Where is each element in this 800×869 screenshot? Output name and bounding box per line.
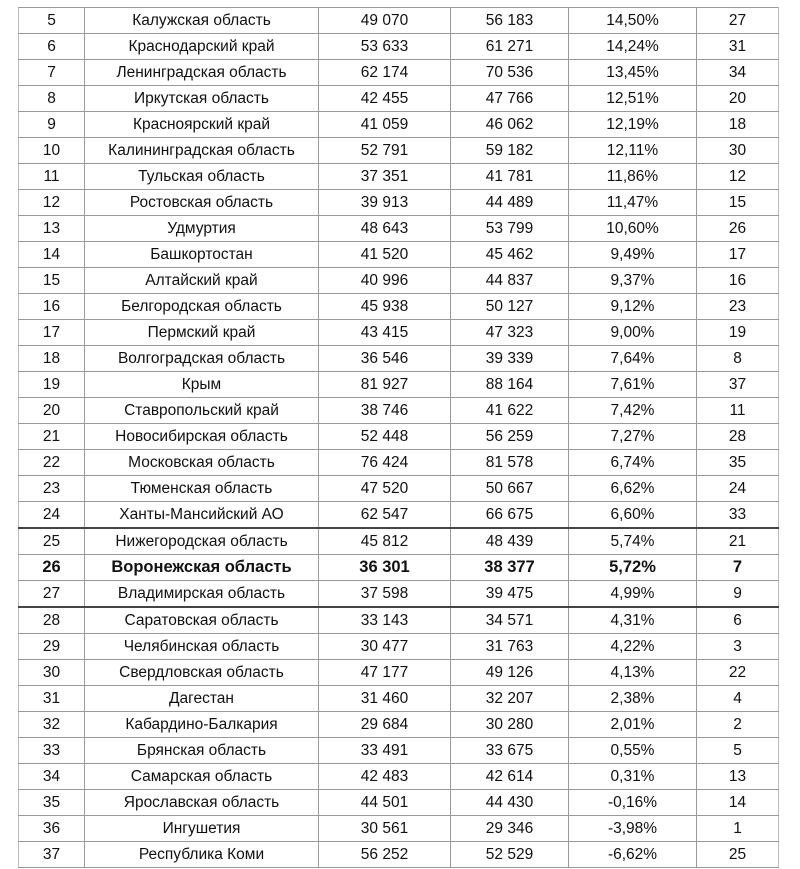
value-2020-cell: 41 622	[451, 398, 569, 424]
change-percent-cell: -6,62%	[569, 842, 697, 868]
value-2020-cell: 53 799	[451, 216, 569, 242]
value-2019-cell: 56 252	[319, 842, 451, 868]
place-cell: 28	[697, 424, 779, 450]
regions-table	[18, 7, 779, 868]
rank-cell: 36	[19, 816, 85, 842]
region-cell: Республика Коми	[85, 842, 319, 868]
rank-cell: 19	[19, 372, 85, 398]
change-percent-cell: 11,47%	[569, 190, 697, 216]
region-cell: Иркутская область	[85, 86, 319, 112]
value-2020-cell: 44 430	[451, 790, 569, 816]
rank-cell: 32	[19, 712, 85, 738]
table-row	[19, 86, 779, 112]
rank-cell: 33	[19, 738, 85, 764]
table-row	[19, 242, 779, 268]
value-2020-cell: 29 346	[451, 816, 569, 842]
region-cell: Новосибирская область	[85, 424, 319, 450]
place-cell: 11	[697, 398, 779, 424]
change-percent-cell: 14,50%	[569, 8, 697, 34]
region-cell: Ставропольский край	[85, 398, 319, 424]
value-2019-cell: 36 301	[319, 555, 451, 581]
value-2019-cell: 37 598	[319, 581, 451, 608]
value-2019-cell: 41 059	[319, 112, 451, 138]
value-2019-cell: 53 633	[319, 34, 451, 60]
region-cell: Ингушетия	[85, 816, 319, 842]
region-cell: Тюменская область	[85, 476, 319, 502]
place-cell: 2	[697, 712, 779, 738]
change-percent-cell: 4,22%	[569, 634, 697, 660]
region-cell: Калужская область	[85, 8, 319, 34]
place-cell: 3	[697, 634, 779, 660]
table-row	[19, 34, 779, 60]
rank-cell: 34	[19, 764, 85, 790]
rank-cell: 9	[19, 112, 85, 138]
place-cell: 14	[697, 790, 779, 816]
value-2019-cell: 42 455	[319, 86, 451, 112]
region-cell: Пермский край	[85, 320, 319, 346]
place-cell: 21	[697, 528, 779, 555]
region-cell: Волгоградская область	[85, 346, 319, 372]
place-cell: 23	[697, 294, 779, 320]
value-2019-cell: 42 483	[319, 764, 451, 790]
place-cell: 16	[697, 268, 779, 294]
value-2020-cell: 44 489	[451, 190, 569, 216]
value-2019-cell: 33 143	[319, 607, 451, 634]
region-cell: Ханты-Мансийский АО	[85, 502, 319, 529]
table-row	[19, 502, 779, 529]
place-cell: 26	[697, 216, 779, 242]
value-2020-cell: 32 207	[451, 686, 569, 712]
change-percent-cell: 12,51%	[569, 86, 697, 112]
value-2019-cell: 49 070	[319, 8, 451, 34]
rank-cell: 37	[19, 842, 85, 868]
value-2019-cell: 38 746	[319, 398, 451, 424]
table-row	[19, 764, 779, 790]
value-2020-cell: 56 259	[451, 424, 569, 450]
rank-cell: 10	[19, 138, 85, 164]
rank-cell: 18	[19, 346, 85, 372]
rank-cell: 27	[19, 581, 85, 608]
value-2019-cell: 81 927	[319, 372, 451, 398]
region-cell: Краснодарский край	[85, 34, 319, 60]
value-2020-cell: 34 571	[451, 607, 569, 634]
change-percent-cell: 6,62%	[569, 476, 697, 502]
rank-cell: 28	[19, 607, 85, 634]
place-cell: 17	[697, 242, 779, 268]
rank-cell: 5	[19, 8, 85, 34]
change-percent-cell: 4,99%	[569, 581, 697, 608]
value-2019-cell: 30 477	[319, 634, 451, 660]
table-container	[18, 7, 778, 868]
rank-cell: 23	[19, 476, 85, 502]
table-row	[19, 476, 779, 502]
change-percent-cell: -3,98%	[569, 816, 697, 842]
place-cell: 24	[697, 476, 779, 502]
change-percent-cell: -0,16%	[569, 790, 697, 816]
table-row	[19, 686, 779, 712]
table-row	[19, 346, 779, 372]
table-row	[19, 607, 779, 634]
change-percent-cell: 7,64%	[569, 346, 697, 372]
table-row	[19, 320, 779, 346]
rank-cell: 26	[19, 555, 85, 581]
rank-cell: 7	[19, 60, 85, 86]
value-2020-cell: 50 127	[451, 294, 569, 320]
change-percent-cell: 2,38%	[569, 686, 697, 712]
place-cell: 37	[697, 372, 779, 398]
table-row	[19, 424, 779, 450]
table-row	[19, 372, 779, 398]
value-2020-cell: 33 675	[451, 738, 569, 764]
change-percent-cell: 9,37%	[569, 268, 697, 294]
place-cell: 22	[697, 660, 779, 686]
change-percent-cell: 9,00%	[569, 320, 697, 346]
place-cell: 19	[697, 320, 779, 346]
rank-cell: 35	[19, 790, 85, 816]
value-2019-cell: 62 174	[319, 60, 451, 86]
region-cell: Воронежская область	[85, 555, 319, 581]
change-percent-cell: 9,12%	[569, 294, 697, 320]
rank-cell: 6	[19, 34, 85, 60]
table-row	[19, 816, 779, 842]
place-cell: 34	[697, 60, 779, 86]
change-percent-cell: 10,60%	[569, 216, 697, 242]
region-cell: Нижегородская область	[85, 528, 319, 555]
place-cell: 18	[697, 112, 779, 138]
value-2020-cell: 48 439	[451, 528, 569, 555]
place-cell: 6	[697, 607, 779, 634]
value-2019-cell: 36 546	[319, 346, 451, 372]
value-2020-cell: 30 280	[451, 712, 569, 738]
value-2020-cell: 31 763	[451, 634, 569, 660]
rank-cell: 20	[19, 398, 85, 424]
value-2019-cell: 45 812	[319, 528, 451, 555]
table-row	[19, 268, 779, 294]
place-cell: 7	[697, 555, 779, 581]
place-cell: 33	[697, 502, 779, 529]
value-2020-cell: 70 536	[451, 60, 569, 86]
value-2019-cell: 43 415	[319, 320, 451, 346]
value-2020-cell: 39 475	[451, 581, 569, 608]
place-cell: 8	[697, 346, 779, 372]
rank-cell: 13	[19, 216, 85, 242]
table-row	[19, 712, 779, 738]
place-cell: 35	[697, 450, 779, 476]
place-cell: 5	[697, 738, 779, 764]
region-cell: Удмуртия	[85, 216, 319, 242]
value-2019-cell: 33 491	[319, 738, 451, 764]
place-cell: 27	[697, 8, 779, 34]
change-percent-cell: 12,11%	[569, 138, 697, 164]
place-cell: 30	[697, 138, 779, 164]
value-2020-cell: 66 675	[451, 502, 569, 529]
region-cell: Кабардино-Балкария	[85, 712, 319, 738]
rank-cell: 14	[19, 242, 85, 268]
region-cell: Калининградская область	[85, 138, 319, 164]
place-cell: 25	[697, 842, 779, 868]
change-percent-cell: 5,72%	[569, 555, 697, 581]
value-2020-cell: 47 766	[451, 86, 569, 112]
table-row	[19, 112, 779, 138]
value-2019-cell: 47 520	[319, 476, 451, 502]
region-cell: Башкортостан	[85, 242, 319, 268]
region-cell: Самарская область	[85, 764, 319, 790]
value-2020-cell: 49 126	[451, 660, 569, 686]
table-row	[19, 398, 779, 424]
region-cell: Саратовская область	[85, 607, 319, 634]
place-cell: 12	[697, 164, 779, 190]
table-row	[19, 738, 779, 764]
value-2020-cell: 88 164	[451, 372, 569, 398]
table-body	[19, 8, 779, 868]
place-cell: 31	[697, 34, 779, 60]
table-row	[19, 164, 779, 190]
rank-cell: 22	[19, 450, 85, 476]
value-2020-cell: 38 377	[451, 555, 569, 581]
change-percent-cell: 14,24%	[569, 34, 697, 60]
value-2020-cell: 50 667	[451, 476, 569, 502]
value-2020-cell: 45 462	[451, 242, 569, 268]
place-cell: 1	[697, 816, 779, 842]
table-row	[19, 216, 779, 242]
rank-cell: 24	[19, 502, 85, 529]
value-2020-cell: 47 323	[451, 320, 569, 346]
value-2020-cell: 42 614	[451, 764, 569, 790]
table-row	[19, 842, 779, 868]
rank-cell: 29	[19, 634, 85, 660]
value-2020-cell: 59 182	[451, 138, 569, 164]
change-percent-cell: 4,13%	[569, 660, 697, 686]
value-2020-cell: 41 781	[451, 164, 569, 190]
rank-cell: 25	[19, 528, 85, 555]
rank-cell: 12	[19, 190, 85, 216]
table-row	[19, 634, 779, 660]
value-2019-cell: 62 547	[319, 502, 451, 529]
value-2020-cell: 61 271	[451, 34, 569, 60]
place-cell: 4	[697, 686, 779, 712]
table-row	[19, 8, 779, 34]
value-2019-cell: 76 424	[319, 450, 451, 476]
place-cell: 20	[697, 86, 779, 112]
change-percent-cell: 13,45%	[569, 60, 697, 86]
change-percent-cell: 9,49%	[569, 242, 697, 268]
change-percent-cell: 0,31%	[569, 764, 697, 790]
value-2019-cell: 48 643	[319, 216, 451, 242]
region-cell: Ленинградская область	[85, 60, 319, 86]
region-cell: Ростовская область	[85, 190, 319, 216]
change-percent-cell: 5,74%	[569, 528, 697, 555]
value-2019-cell: 52 791	[319, 138, 451, 164]
value-2019-cell: 40 996	[319, 268, 451, 294]
value-2019-cell: 44 501	[319, 790, 451, 816]
value-2020-cell: 46 062	[451, 112, 569, 138]
rank-cell: 21	[19, 424, 85, 450]
region-cell: Владимирская область	[85, 581, 319, 608]
value-2019-cell: 37 351	[319, 164, 451, 190]
value-2020-cell: 52 529	[451, 842, 569, 868]
rank-cell: 15	[19, 268, 85, 294]
rank-cell: 8	[19, 86, 85, 112]
value-2020-cell: 81 578	[451, 450, 569, 476]
place-cell: 13	[697, 764, 779, 790]
region-cell: Алтайский край	[85, 268, 319, 294]
rank-cell: 16	[19, 294, 85, 320]
value-2019-cell: 47 177	[319, 660, 451, 686]
change-percent-cell: 12,19%	[569, 112, 697, 138]
value-2019-cell: 31 460	[319, 686, 451, 712]
region-cell: Московская область	[85, 450, 319, 476]
value-2020-cell: 39 339	[451, 346, 569, 372]
table-row	[19, 138, 779, 164]
value-2019-cell: 52 448	[319, 424, 451, 450]
region-cell: Свердловская область	[85, 660, 319, 686]
region-cell: Брянская область	[85, 738, 319, 764]
value-2020-cell: 56 183	[451, 8, 569, 34]
region-cell: Дагестан	[85, 686, 319, 712]
region-cell: Ярославская область	[85, 790, 319, 816]
change-percent-cell: 7,42%	[569, 398, 697, 424]
change-percent-cell: 6,60%	[569, 502, 697, 529]
table-row	[19, 190, 779, 216]
change-percent-cell: 2,01%	[569, 712, 697, 738]
change-percent-cell: 11,86%	[569, 164, 697, 190]
place-cell: 9	[697, 581, 779, 608]
value-2020-cell: 44 837	[451, 268, 569, 294]
change-percent-cell: 0,55%	[569, 738, 697, 764]
table-row	[19, 555, 779, 581]
place-cell: 15	[697, 190, 779, 216]
rank-cell: 17	[19, 320, 85, 346]
change-percent-cell: 4,31%	[569, 607, 697, 634]
value-2019-cell: 29 684	[319, 712, 451, 738]
table-row	[19, 528, 779, 555]
table-row	[19, 450, 779, 476]
region-cell: Белгородская область	[85, 294, 319, 320]
value-2019-cell: 39 913	[319, 190, 451, 216]
region-cell: Крым	[85, 372, 319, 398]
rank-cell: 30	[19, 660, 85, 686]
region-cell: Челябинская область	[85, 634, 319, 660]
change-percent-cell: 7,27%	[569, 424, 697, 450]
table-row	[19, 660, 779, 686]
value-2019-cell: 41 520	[319, 242, 451, 268]
region-cell: Тульская область	[85, 164, 319, 190]
table-row	[19, 790, 779, 816]
change-percent-cell: 7,61%	[569, 372, 697, 398]
table-row	[19, 294, 779, 320]
value-2019-cell: 30 561	[319, 816, 451, 842]
region-cell: Красноярский край	[85, 112, 319, 138]
table-row	[19, 581, 779, 608]
table-row	[19, 60, 779, 86]
rank-cell: 11	[19, 164, 85, 190]
value-2019-cell: 45 938	[319, 294, 451, 320]
rank-cell: 31	[19, 686, 85, 712]
change-percent-cell: 6,74%	[569, 450, 697, 476]
